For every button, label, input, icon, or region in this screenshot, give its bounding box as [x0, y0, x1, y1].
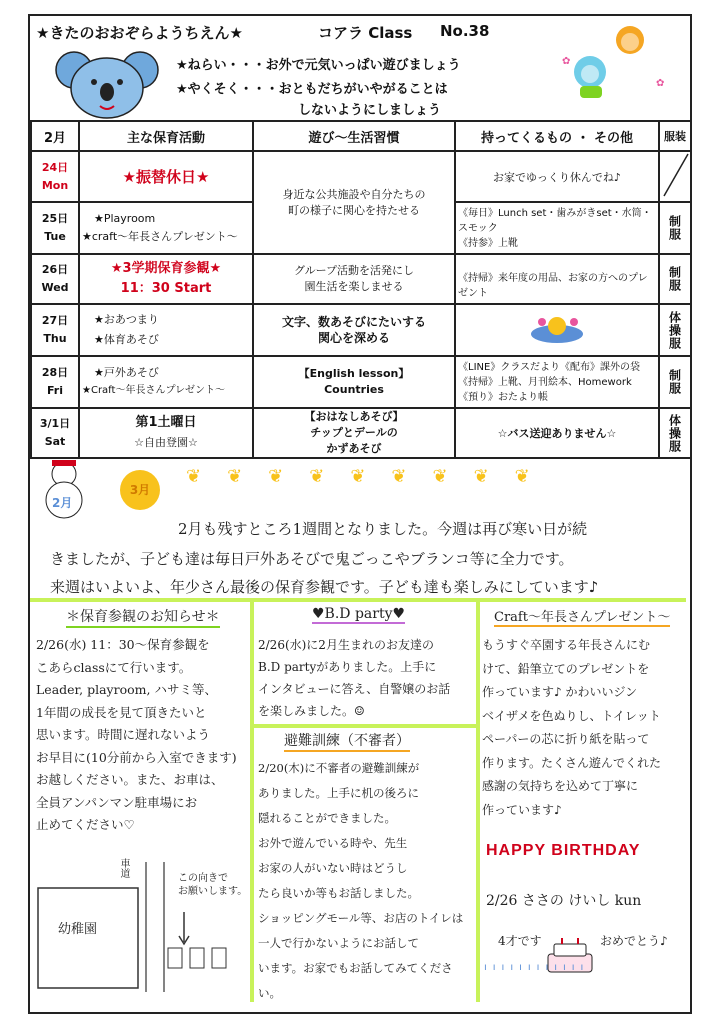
intro-line-3: 来週はいよいよ、年少さん最後の保育参観です。子ども達も楽しみにしています♪: [50, 578, 599, 596]
header-month: 2月: [31, 121, 79, 151]
divider-col2: [476, 598, 480, 1002]
col2a-title: ♥B.D party♥: [312, 606, 406, 622]
items-cell: 《毎日》Lunch set・歯みがきset・水筒・スモック 《持参》上靴: [455, 202, 659, 254]
feb-sticker: 2月: [52, 496, 73, 510]
table-row: [31, 408, 691, 458]
dress-cell: 制服: [659, 254, 691, 304]
play-cell: 【English lesson】 Countries: [253, 356, 455, 408]
play-cell: 文字、数あそびにたいする 関心を深める: [253, 304, 455, 356]
table-row: [31, 151, 691, 202]
snowman-icon: [36, 458, 92, 522]
divider-top: [30, 598, 686, 602]
items-cell: お家でゆっくり休んでね♪: [455, 151, 659, 202]
day-cell: 28日 Fri: [31, 356, 79, 408]
map-kindergarten-label: 幼稚園: [58, 922, 98, 937]
svg-text:✿: ✿: [562, 56, 571, 67]
col2b-body: 2/20(木)に不審者の避難訓練が ありました。上手に机の後ろに 隠れることができました。 お外で遊んでいる時や、先生 お家の人がいない時はどうし たら良いか等もお話しました。 ショッピングモール等、お店のトイレは 一人で行かないようにお話して います。お家でもお話してみてください。: [258, 761, 464, 1000]
map-road-label: 車道: [118, 858, 129, 878]
header-play: 遊び～生活習慣: [253, 121, 455, 151]
bird-illustration: [522, 312, 592, 346]
activity-cell: ★Playroom ★craft～年長さんプレゼント～: [79, 202, 253, 254]
intro-line-2: きましたが、子ども達は毎日戸外あそびで鬼ごっこやブランコ等に全力です。: [50, 550, 574, 568]
dress-cell: 体操服: [659, 408, 691, 458]
koala-illustration: [52, 42, 162, 120]
birthday-name: 2/26 ささの けいし kun: [486, 893, 642, 909]
activity-cell: ★戸外あそび ★Craft～年長さんプレゼント～: [79, 356, 253, 408]
day-cell: 24日 Mon: [31, 151, 79, 202]
items-cell: 《LINE》クラスだより《配布》課外の袋 《持帰》上靴、月刊絵本、Homework 《預り》おたより帳: [455, 356, 659, 408]
intro-line-1: 2月も残すところ1週間となりました。今週は再び寒い日が続: [178, 520, 588, 538]
dress-cell: 体操服: [659, 304, 691, 356]
divider-col2-mid: [252, 724, 478, 728]
play-cell: 【おはなしあそび】 チップとデールの かずあそび: [253, 408, 455, 458]
schedule-table: [30, 120, 692, 459]
play-cell: 身近な公共施設や自分たちの 町の様子に関心を持たせる: [253, 151, 455, 254]
svg-text:✿: ✿: [656, 78, 665, 89]
day-cell: 27日 Thu: [31, 304, 79, 356]
activity-cell: ★3学期保育参観★ 11：30 Start: [79, 254, 253, 304]
table-row: [31, 304, 691, 356]
dress-cell: 制服: [659, 202, 691, 254]
day-cell: 3/1日 Sat: [31, 408, 79, 458]
col3-body: もうすぐ卒園する年長さんにむ けて、鉛筆立てのプレゼントを 作っています♪ かわいいジン ベイザメを色ぬりし、トイレット ペーパーの芯に折り紙を貼って 作ります。たくさん遊んでくれた 感謝の気持ちを込めて丁寧に 作っています♪: [482, 638, 662, 817]
play-cell: グループ活動を活発にし 園生活を楽しませる: [253, 254, 455, 304]
promise-line-2: しないようにしましょう: [298, 103, 442, 118]
school-name: ★きたのおおぞらようちえん★: [36, 24, 243, 42]
header-dress: 服装: [659, 121, 691, 151]
birthday-title: HAPPY BIRTHDAY: [486, 842, 641, 859]
birthday-congrats: おめでとう♪: [600, 934, 668, 948]
col2b-title: 避難訓練（不審者）: [284, 730, 410, 752]
day-cell: 25日 Tue: [31, 202, 79, 254]
items-cell: ☆バス送迎ありません☆: [455, 408, 659, 458]
col3-title: Craft～年長さんプレゼント～: [494, 606, 670, 627]
table-row: [31, 254, 691, 304]
dress-cell: [659, 151, 691, 202]
birthday-age: 4才です: [498, 934, 542, 948]
col1-body: 2/26(水) 11：30～保育参観を こあらclassにて行います。 Leader, playroom, ハサミ等、 1年間の成長を見て頂きたいと 思います。時間に遅れないよう お早目に(10分前から入室できます) お越しください。また、お車は、 全員アンパンマン駐車場にお 止めてください♡: [36, 637, 237, 832]
table-row: [31, 356, 691, 408]
candle-decoration: ıııııııııııı: [484, 962, 590, 973]
butterfly-decoration: ❦❦❦❦❦❦❦❦❦: [186, 466, 556, 487]
items-cell: [455, 304, 659, 356]
class-name: コアラ Class: [318, 24, 413, 42]
col2a-body: 2/26(水)に2月生まれのお友達の B.D partyがありました。上手に インタビューに答え、自警嬢のお話 を楽しみました。☺: [258, 638, 451, 718]
issue-number: No.38: [440, 22, 490, 40]
animal-friends-illustration: [560, 24, 670, 100]
divider-col1: [250, 598, 254, 1002]
promise-line-1: ★やくそく・・・おともだちがいやがることは: [176, 82, 448, 97]
items-cell: 《持帰》来年度の用品、お家の方へのプレゼント: [455, 254, 659, 304]
activity-cell: ★振替休日★: [79, 151, 253, 202]
dress-cell: 制服: [659, 356, 691, 408]
activity-cell: ★おあつまり ★体育あそび: [79, 304, 253, 356]
aim-line: ★ねらい・・・お外で元気いっぱい遊びましょう: [176, 58, 461, 73]
mar-sticker: 3月: [120, 470, 160, 510]
map-note: この向きで お願いします。: [178, 873, 248, 897]
header-activity: 主な保育活動: [79, 121, 253, 151]
header-items: 持ってくるもの ・ その他: [455, 121, 659, 151]
activity-cell: 第1土曜日 ☆自由登園☆: [79, 408, 253, 458]
day-cell: 26日 Wed: [31, 254, 79, 304]
col1-title: ＊保育参観のお知らせ＊: [66, 606, 220, 628]
